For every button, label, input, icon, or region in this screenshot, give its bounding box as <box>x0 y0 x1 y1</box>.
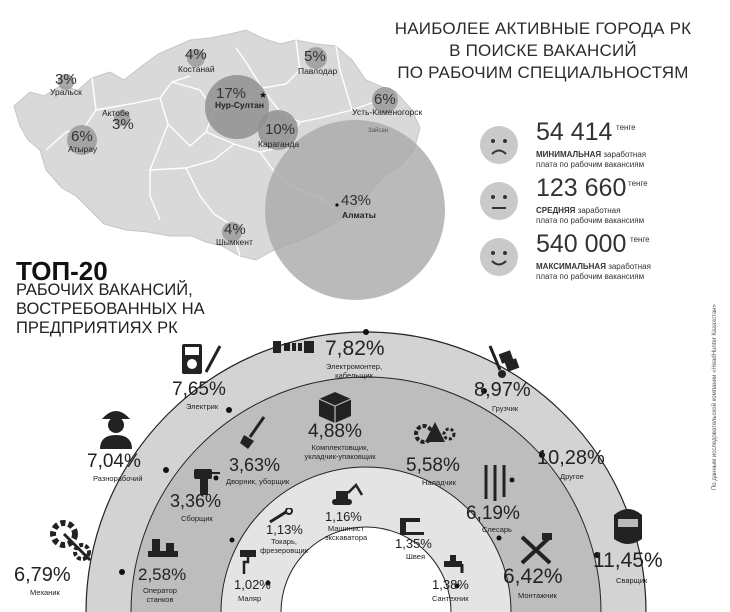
pct-komplektovshik: 4,88% <box>308 421 362 442</box>
pct-tokar: 1,13% <box>266 522 303 537</box>
salary-min-amount: 54 414 <box>536 118 613 146</box>
salary-min-bold: МИНИМАЛЬНАЯ <box>536 150 602 159</box>
city-pct-kostanai: 4% <box>185 46 207 63</box>
salary-max-amount: 540 000 <box>536 230 627 258</box>
pct-electromonter: 7,82% <box>325 337 385 360</box>
label-mashinist-1: Машинист <box>327 524 365 533</box>
label-santekhnik: Сантехник <box>432 594 469 603</box>
pct-slesar: 6,19% <box>466 503 520 524</box>
chisel-tools-icon <box>480 463 510 503</box>
city-name-zaisan: Зайсан <box>368 128 388 134</box>
hand-truck-icon <box>486 344 526 380</box>
city-pct-atyrau: 6% <box>71 128 93 145</box>
city-name-ustkam: Усть-Каменогорск <box>352 107 423 117</box>
city-name-uralsk: Уральск <box>50 87 82 97</box>
city-pct-uralsk: 3% <box>55 71 77 88</box>
sewing-machine-icon <box>398 514 426 536</box>
label-operator <box>138 586 182 604</box>
label-drugoe: Другое <box>560 472 584 481</box>
gear-warning-icon <box>414 418 456 450</box>
label-operator-2: станков <box>146 595 174 604</box>
box-icon <box>317 390 353 424</box>
top-subtitle-line-2: ВОСТРЕБОВАННЫХ НА <box>16 300 205 318</box>
salary-min-line2: плата по рабочим вакансиям <box>536 160 645 169</box>
pct-mekhanik: 6,79% <box>14 564 71 586</box>
pct-montazhnik: 6,42% <box>503 565 563 588</box>
salary-avg-rest: заработная <box>577 206 621 215</box>
worker-helmet-icon <box>96 405 136 449</box>
city-pct-nursultan: 17% <box>216 85 247 102</box>
broom-icon <box>238 415 268 451</box>
salary-max-unit: тенге <box>630 235 650 244</box>
top-title: ТОП-20 <box>16 256 108 286</box>
top-subtitle-line-3: ПРЕДПРИЯТИЯХ РК <box>16 319 178 337</box>
label-raznorabochiy: Разнорабочий <box>93 474 143 483</box>
label-gruzchik: Грузчик <box>492 404 519 413</box>
multimeter-icon <box>180 342 224 376</box>
salary-avg-bold: СРЕДНЯЯ <box>536 206 576 215</box>
pct-santekhnik: 1,38% <box>432 577 469 592</box>
pct-raznorabochiy: 7,04% <box>87 451 141 472</box>
city-name-nursultan: Нур-Султан <box>215 100 264 110</box>
label-komplektovshik <box>300 443 380 461</box>
label-mekhanik: Механик <box>30 588 60 597</box>
city-name-karaganda: Караганда <box>258 139 300 149</box>
label-naladchik: Наладчик <box>422 478 456 487</box>
label-operator-1: Оператор <box>143 586 177 595</box>
city-pct-almaty: 43% <box>341 192 372 209</box>
pct-svarshik: 11,45% <box>593 549 663 572</box>
city-pct-ustkam: 6% <box>374 91 396 108</box>
pct-naladchik: 5,58% <box>406 455 460 476</box>
salary-avg-unit: тенге <box>628 179 648 188</box>
label-electromonter-1: Электромонтер, <box>325 362 383 371</box>
headline-line-2: В ПОИСКЕ ВАКАНСИЙ <box>449 41 637 60</box>
source-note: По данным исследовательской компании «HeadHunter Казахстан» <box>712 304 718 490</box>
city-pct-shymkent: 4% <box>224 221 246 238</box>
top-subtitle-line-1: РАБОЧИХ ВАКАНСИЙ, <box>16 281 193 299</box>
pct-shveya: 1,35% <box>395 536 432 551</box>
label-electromonter-2: кабельщик <box>335 371 373 380</box>
city-pct-pavlodar: 5% <box>304 48 326 65</box>
hammer-wrench-icon <box>518 533 554 567</box>
pct-mashinist: 1,16% <box>325 509 362 524</box>
city-name-almaty: Алматы <box>342 210 376 220</box>
salary-avg-line2: плата по рабочим вакансиям <box>536 216 645 225</box>
city-name-aktobe: Актобе <box>102 108 130 118</box>
label-slesar: Слесарь <box>482 525 512 534</box>
salary-avg-amount: 123 660 <box>536 174 627 202</box>
label-dvornik: Дворник, уборщик <box>226 477 290 486</box>
label-komplektovshik-1: Комплектовщик, <box>311 443 369 452</box>
faucet-icon <box>442 553 468 577</box>
label-shveya: Швея <box>406 552 426 561</box>
label-komplektovshik-2: укладчик-упаковщик <box>304 452 376 461</box>
city-name-atyrau: Атырау <box>68 144 98 154</box>
paint-roller-icon <box>238 548 260 576</box>
capital-star-icon: ★ <box>259 91 268 101</box>
gears-wrench-icon <box>46 516 96 566</box>
salary-max-rest: заработная <box>608 262 651 271</box>
pct-electrik: 7,65% <box>172 379 226 400</box>
city-pct-karaganda: 10% <box>265 121 296 138</box>
label-sborshik: Сборщик <box>181 514 213 523</box>
salary-min-unit: тенге <box>616 123 636 132</box>
welding-mask-icon <box>608 505 648 549</box>
city-name-pavlodar: Павлодар <box>298 66 338 76</box>
excavator-icon <box>330 481 364 509</box>
city-name-shymkent: Шымкент <box>216 237 253 247</box>
label-electromonter <box>319 362 389 380</box>
label-tokar-2: фрезеровщик <box>260 546 308 555</box>
salary-min-rest: заработная <box>603 150 647 159</box>
cable-reel-icon <box>272 338 320 356</box>
salary-max-line2: плата по рабочим вакансиям <box>536 272 645 281</box>
label-electrik: Электрик <box>186 402 219 411</box>
label-mashinist-2: экскаватора <box>324 533 368 542</box>
label-mashinist <box>318 524 374 542</box>
pct-dvornik: 3,63% <box>229 455 281 475</box>
lathe-icon <box>146 535 180 559</box>
salary-max-bold: МАКСИМАЛЬНАЯ <box>536 262 606 271</box>
headline-line-1: НАИБОЛЕЕ АКТИВНЫЕ ГОРОДА РК <box>394 19 692 38</box>
pct-operator: 2,58% <box>138 565 187 584</box>
pct-malyar: 1,02% <box>234 577 271 592</box>
label-tokar <box>258 537 310 555</box>
pct-gruzchik: 8,97% <box>474 379 531 401</box>
city-pct-aktobe: 3% <box>112 116 134 133</box>
label-svarshik: Сварщик <box>616 576 648 585</box>
city-name-kostanai: Костанай <box>178 64 215 74</box>
label-montazhnik: Монтажник <box>518 591 557 600</box>
pct-sborshik: 3,36% <box>170 491 222 511</box>
pct-drugoe: 10,28% <box>537 447 605 469</box>
headline-line-3: ПО РАБОЧИМ СПЕЦИАЛЬНОСТЯМ <box>397 63 689 82</box>
label-malyar: Маляр <box>238 594 262 603</box>
label-tokar-1: Токарь, <box>271 537 297 546</box>
